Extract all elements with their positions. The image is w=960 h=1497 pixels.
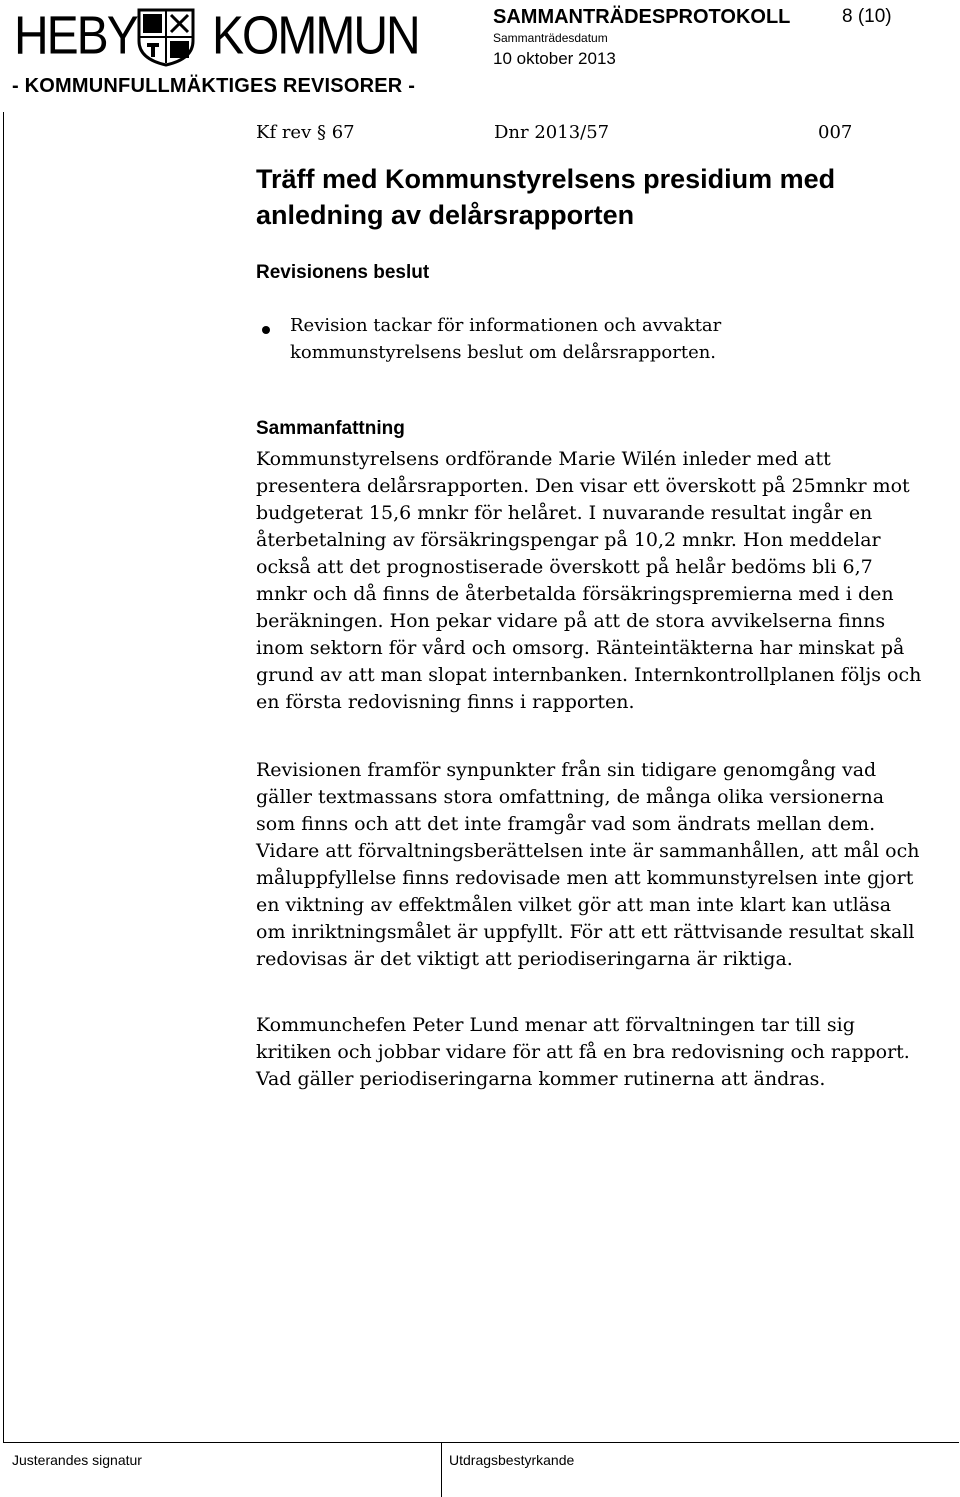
footer-divider [441,1442,442,1497]
logo-heby-text: HEBY [14,6,137,67]
summary-paragraph-3: Kommunchefen Peter Lund menar att förvaltningen tar till sig kritiken och jobbar vidare för att få en bra redovisning och rapport. Vad gäller periodiseringarna kommer rutinerna att ändras. [256,1014,910,1090]
summary-heading: Sammanfattning [256,418,405,439]
left-margin-rule [3,112,4,1442]
department-heading: - KOMMUNFULLMÄKTIGES REVISORER - [12,75,416,97]
decision-heading: Revisionens beslut [256,262,430,283]
item-title: Träff med Kommunstyrelsens presidium med anledning av delårsrapporten [256,164,836,230]
meeting-date: 10 oktober 2013 [493,49,616,68]
page-number: 8 (10) [842,6,892,27]
diary-number: Dnr 2013/57 [494,122,610,143]
logo-kommun-text: KOMMUN [212,6,419,67]
bullet-dot-icon [262,326,270,334]
decision-bullet-text: Revision tackar för informationen och avvaktar kommunstyrelsens beslut om delårsrapporten. [290,315,722,363]
footer-rule [3,1442,959,1443]
summary-paragraph-2: Revisionen framför synpunkter från sin tidigare genomgång vad gäller textmassans stora omfattning, de många olika versionerna som finns och att det inte framgår vad som ändrats mellan dem. Vidare att förvaltningsberättelsen inte är sammanhållen, att mål och måluppfyllelse finns redovisade men att kommunstyrelsen inte gjort en viktning av effektmålen vilket gör att man inte klart kan utläsa om inriktningsmålet är uppfyllt. För att ett rättvisande resultat skall redovisas är det viktigt att periodiseringarna är riktiga. [256,759,920,970]
signature-label: Justerandes signatur [12,1452,142,1468]
meeting-date-label: Sammanträdesdatum [493,31,608,45]
certification-label: Utdragsbestyrkande [449,1452,575,1468]
paragraph-reference: Kf rev § 67 [256,122,355,143]
summary-paragraph-1: Kommunstyrelsens ordförande Marie Wilén inleder med att presentera delårsrapporten. Den visar ett överskott på 25mnkr mot budgeterat 15,6 mnkr för helåret. I nuvarande resultat ingår en återbetalning av försäkringspengar på 10,2 mnkr. Hon meddelar också att det prognostiserade överskott på helår bedöms bli 6,7 mnkr och då finns de återbetalda försäkringspremierna med i den beräkningen. Hon pekar vidare på att de stora avvikelserna finns inom sektorn för vård och omsorg. Ränteintäkterna har minskat på grund av att man slopat internbanken. Internkontrollplanen följs och en första redovisning finns i rapporten. [256,448,922,713]
protocol-title: SAMMANTRÄDESPROTOKOLL [493,6,791,28]
item-code: 007 [818,122,853,143]
heby-coat-of-arms-icon [135,7,197,67]
